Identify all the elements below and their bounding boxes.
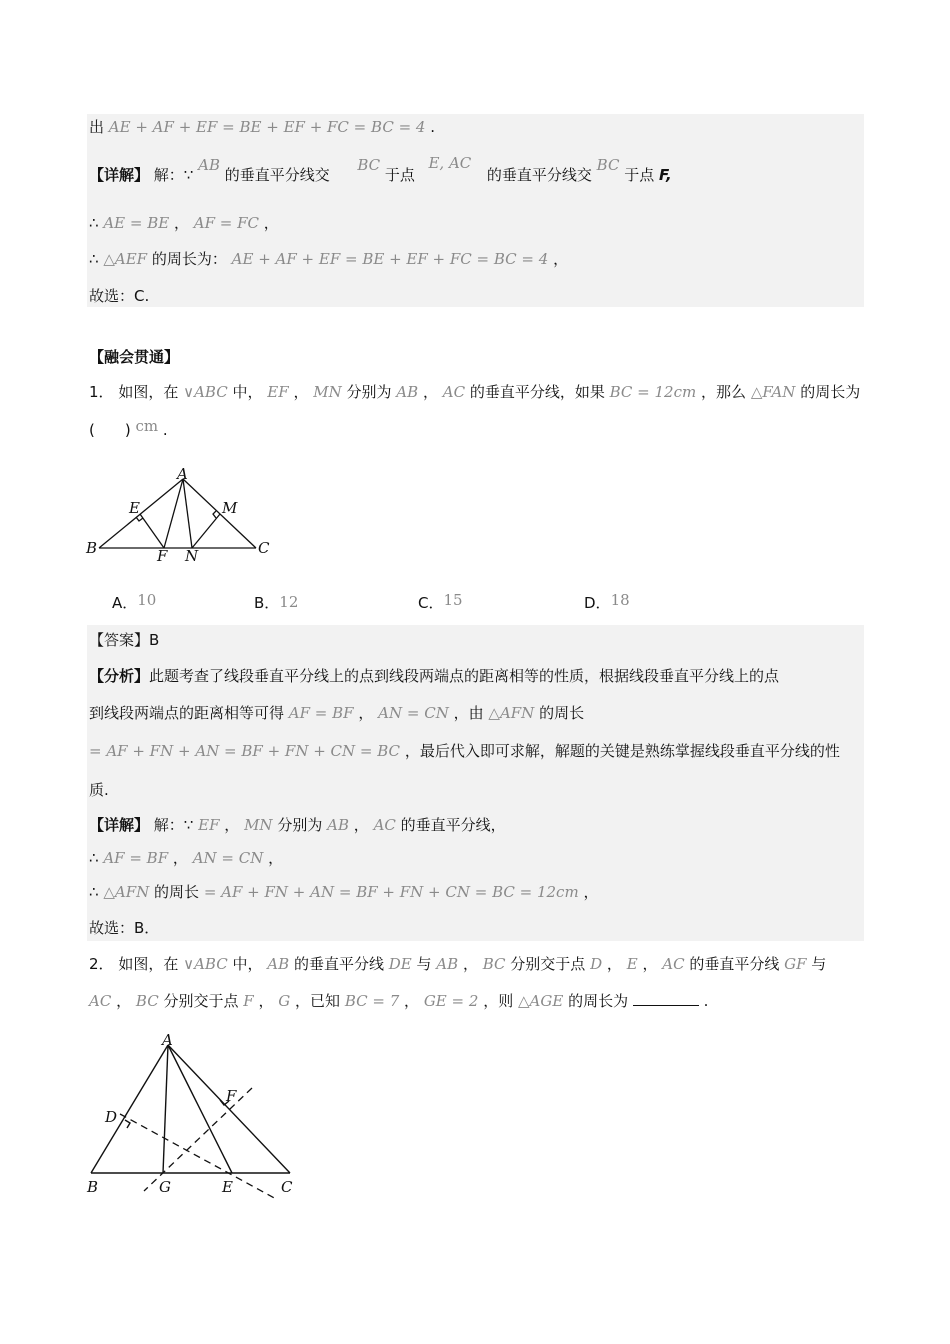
label-c: C	[281, 1178, 293, 1196]
math-expr: AB	[396, 383, 419, 401]
text: ，最后代入即可求解，解题的关键是熟练掌握线段垂直平分线的性	[404, 742, 840, 760]
label-d: D	[105, 1108, 118, 1126]
text: 的垂直平分线交	[486, 166, 592, 184]
prev-line-3	[89, 212, 279, 234]
text: 与	[416, 955, 432, 973]
segment-ae	[168, 1045, 232, 1173]
text: ∴	[89, 849, 99, 867]
text: 的周长	[154, 883, 200, 901]
text: ，	[606, 955, 622, 973]
math-expr: ∨ABC	[183, 955, 228, 973]
text: 故选：B．	[89, 919, 160, 937]
text: ，	[358, 704, 374, 722]
q1-analysis-line-3	[89, 740, 840, 762]
math-expr: GE = 2	[423, 992, 479, 1010]
detail-tag: 【详解】	[89, 816, 150, 834]
right-angle-m	[213, 511, 216, 518]
text: ，	[173, 214, 189, 232]
label-a: A	[177, 465, 188, 483]
right-angle-d	[125, 1120, 130, 1128]
math-expr: △AGE	[518, 992, 564, 1010]
option-letter: A．	[112, 594, 138, 612]
label-e: E	[129, 499, 140, 517]
side-ab	[99, 479, 183, 548]
text: ，	[583, 883, 599, 901]
text: ，由	[453, 704, 484, 722]
text: ，	[462, 955, 478, 973]
math-expr: BC = 12cm	[609, 383, 697, 401]
q1-detail-line-3	[89, 881, 598, 903]
text: ，	[404, 992, 420, 1010]
q1-stem-line-1	[89, 381, 860, 403]
text: ，那么	[701, 383, 747, 401]
text: .	[703, 992, 709, 1010]
math-expr: AN = CN	[378, 704, 449, 722]
text: 此题考查了线段垂直平分线上的点到线段两端点的距离相等的性质，根据线段垂直平分线上的点	[149, 667, 780, 685]
option-b[interactable]	[254, 592, 298, 613]
math-expr: MN	[313, 383, 342, 401]
segment-ag	[163, 1045, 168, 1173]
math-expr: ∨ABC	[183, 383, 228, 401]
text: 分别交于点	[510, 955, 586, 973]
text: ∴	[89, 250, 99, 268]
math-expr: AE + AF + EF = BE + EF + FC = BC = 4	[108, 118, 426, 136]
segment-ef	[140, 514, 164, 548]
text: 的垂直平分线	[689, 955, 780, 973]
side-ac	[168, 1045, 290, 1173]
text: ，	[353, 816, 369, 834]
segment-af	[164, 479, 183, 548]
perp-bisector-de	[120, 1114, 278, 1200]
q2-stem-line-1	[89, 953, 826, 975]
math-expr: AC	[442, 383, 466, 401]
math-expr: E	[626, 955, 638, 973]
text: ，	[268, 849, 284, 867]
label-e: E	[222, 1178, 233, 1196]
prev-line-5	[89, 285, 149, 307]
text: ，则	[483, 992, 514, 1010]
prev-line-2	[89, 154, 672, 186]
q1-detail-line-2	[89, 847, 283, 869]
text: 质.	[89, 781, 109, 799]
text: ，	[116, 992, 132, 1010]
option-letter: C．	[418, 594, 444, 612]
text: 的垂直平分线，如果	[469, 383, 605, 401]
q2-stem-line-2	[89, 990, 708, 1012]
text: ，	[642, 955, 658, 973]
math-expr: BC	[482, 955, 506, 973]
label-f: F	[226, 1087, 237, 1105]
math-expr: BC	[596, 156, 620, 174]
label-g: G	[159, 1178, 171, 1196]
math-expr: BC = 7	[344, 992, 400, 1010]
q1-answer	[89, 629, 159, 651]
prev-line-1	[89, 116, 435, 138]
label-m: M	[222, 499, 238, 517]
math-expr: BC	[135, 992, 159, 1010]
option-value: 10	[137, 591, 157, 609]
text: 出	[89, 118, 105, 136]
q1-stem-line-2	[89, 419, 168, 441]
math-expr: AE + AF + EF = BE + EF + FC = BC = 4	[231, 250, 549, 268]
segment-mn	[192, 514, 220, 548]
text: 分别为	[277, 816, 323, 834]
text: .	[162, 421, 168, 439]
answer-blank[interactable]	[633, 991, 699, 1006]
text: ∴	[89, 883, 99, 901]
math-expr: AF = BF	[288, 704, 354, 722]
label-f: F	[157, 547, 168, 565]
text: ，	[258, 992, 274, 1010]
text: 的垂直平分线	[293, 955, 384, 973]
text: 与	[811, 955, 827, 973]
option-value: 12	[279, 593, 299, 611]
math-expr: G	[278, 992, 291, 1010]
math-expr: AC	[662, 955, 685, 973]
text: 于点	[624, 166, 655, 184]
text: ，已知	[295, 992, 341, 1010]
math-expr: AC	[373, 816, 396, 834]
math-expr: D	[590, 955, 603, 973]
math-expr: = AF + FN + AN = BF + FN + CN = BC = 12cm	[203, 883, 579, 901]
math-expr: MN	[244, 816, 273, 834]
text: 故选：C.	[89, 287, 150, 305]
q2-figure	[82, 1028, 312, 1208]
text: 的垂直平分线交	[224, 166, 330, 184]
side-ac	[183, 479, 256, 548]
analysis-tag: 【分析】	[89, 667, 150, 685]
text: 的周长为	[568, 992, 629, 1010]
answer-text: 【答案】B	[89, 631, 160, 649]
q1-detail-line-1	[89, 814, 506, 836]
math-unit: cm	[135, 417, 159, 435]
label-c: C	[258, 539, 270, 557]
math-expr: AB	[267, 955, 290, 973]
text: ，	[263, 214, 279, 232]
math-expr: E, AC	[428, 154, 472, 172]
q1-analysis-line-4	[89, 779, 109, 801]
math-expr: = AF + FN + AN = BF + FN + CN = BC	[89, 742, 401, 760]
math-expr: GF	[784, 955, 807, 973]
text: ，	[224, 816, 240, 834]
option-value: 18	[610, 591, 630, 609]
math-expr: AF = FC	[193, 214, 259, 232]
math-expr: F	[243, 992, 254, 1010]
text: 于点	[384, 166, 415, 184]
math-expr: AB	[198, 156, 220, 174]
label-a: A	[162, 1031, 173, 1049]
text: 的周长为	[800, 383, 861, 401]
math-expr: △FAN	[750, 383, 796, 401]
math-expr: AN = CN	[192, 849, 264, 867]
math-expr: DE	[388, 955, 412, 973]
text: ，	[422, 383, 438, 401]
q1-analysis-line-2	[89, 702, 584, 724]
q1-figure	[82, 462, 282, 572]
text: 到线段两端点的距离相等可得	[89, 704, 285, 722]
question-number: 2．	[89, 955, 114, 973]
text: 解：∵	[153, 816, 194, 834]
option-a[interactable]	[112, 592, 156, 613]
text: 的垂直平分线，	[400, 816, 506, 834]
text: 解：∵	[153, 166, 194, 184]
text: 的周长	[539, 704, 585, 722]
math-expr: AC	[89, 992, 112, 1010]
math-expr: △AFN	[488, 704, 535, 722]
option-c[interactable]	[418, 592, 463, 613]
text: ∴	[89, 214, 99, 232]
text: ，	[553, 250, 569, 268]
prev-line-4	[89, 248, 568, 270]
prev-solution-block	[87, 114, 864, 307]
math-expr: EF	[198, 816, 220, 834]
math-expr: △AEF	[103, 250, 148, 268]
option-value: 15	[443, 591, 463, 609]
text: 中，	[232, 955, 263, 973]
detail-tag: 【详解】	[89, 166, 150, 184]
answer-paren: ( )	[89, 421, 131, 439]
math-expr: AB	[327, 816, 349, 834]
math-expr: AB	[436, 955, 459, 973]
math-expr: BC	[357, 156, 381, 174]
math-expr: △AFN	[103, 883, 150, 901]
question-number: 1．	[89, 383, 114, 401]
text: ，	[293, 383, 309, 401]
label-b: B	[87, 1178, 99, 1196]
text: .	[430, 118, 436, 136]
side-ab	[91, 1045, 168, 1173]
math-expr: AF = BF	[103, 849, 169, 867]
text: 如图，在	[118, 383, 179, 401]
text: 如图，在	[118, 955, 179, 973]
text: 的周长为：	[151, 250, 227, 268]
q1-analysis-line-1	[89, 665, 779, 687]
text: 中，	[232, 383, 263, 401]
segment-an	[183, 479, 192, 548]
text: 分别交于点	[163, 992, 239, 1010]
section-title: 【融会贯通】	[89, 348, 180, 366]
label-b: B	[86, 539, 98, 557]
math-expr: AE = BE	[103, 214, 170, 232]
option-letter: B．	[254, 594, 280, 612]
text: F,	[659, 166, 672, 184]
option-d[interactable]	[584, 592, 630, 613]
option-letter: D．	[584, 594, 611, 612]
text: ，	[172, 849, 188, 867]
math-expr: EF	[267, 383, 289, 401]
text: 分别为	[346, 383, 392, 401]
label-n: N	[185, 547, 199, 565]
q1-detail-line-4	[89, 917, 159, 939]
